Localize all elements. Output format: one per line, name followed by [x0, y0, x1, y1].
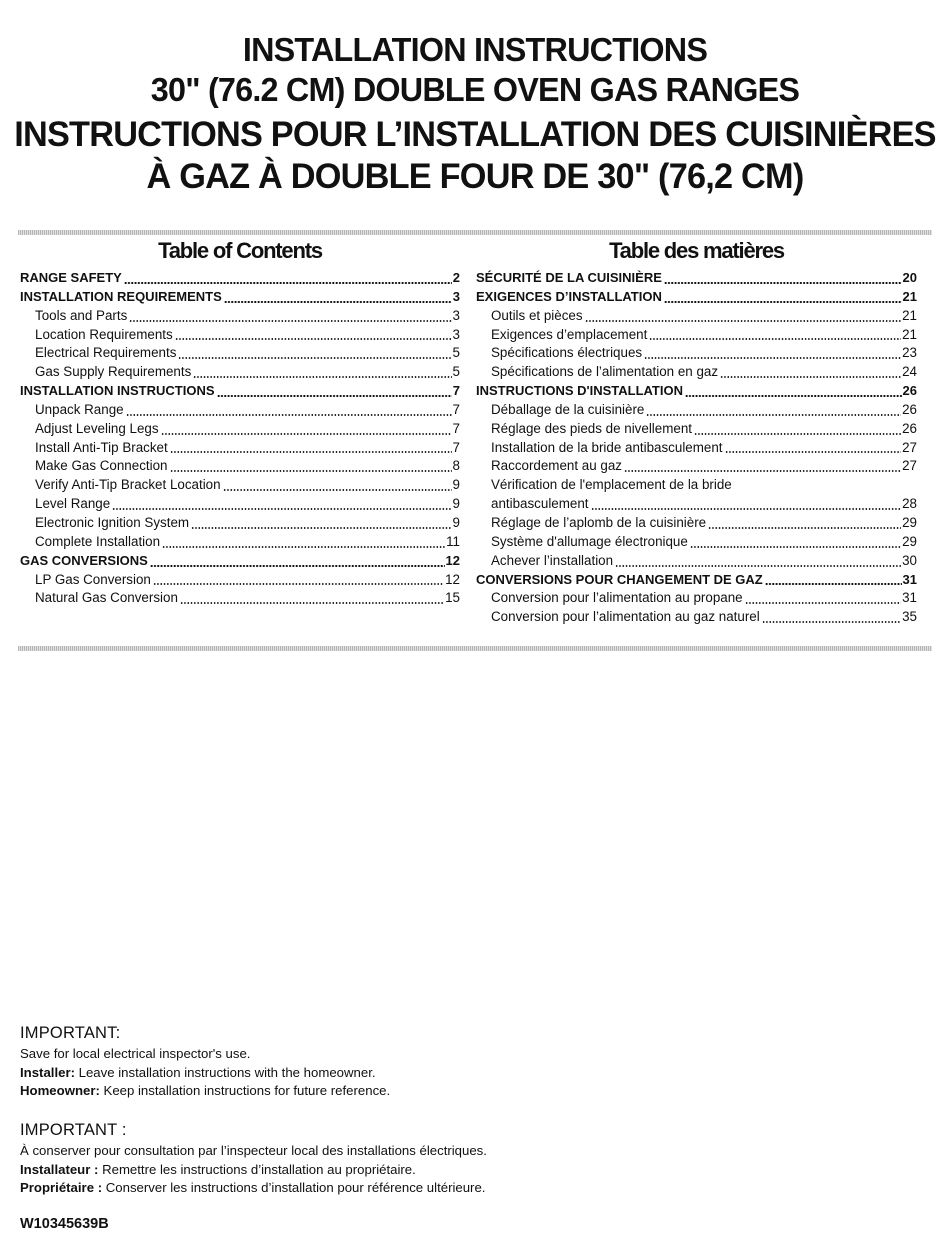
toc-entry-label: Réglage des pieds de nivellement — [491, 420, 692, 436]
toc-entry-page: 26 — [902, 420, 917, 436]
toc-entry-page: 27 — [902, 439, 917, 455]
important-heading-fr: IMPORTANT : — [20, 1121, 127, 1139]
toc-entry-page: 21 — [902, 326, 917, 342]
toc-entry — [20, 382, 460, 401]
toc-entry-page: 23 — [902, 345, 917, 361]
toc-entry-page: 7 — [452, 420, 460, 436]
dot-leader — [217, 395, 452, 397]
toc-entry-label: Spécifications électriques — [491, 345, 643, 361]
dot-leader — [615, 565, 901, 567]
toc-entry — [20, 533, 460, 552]
toc-entry-label: Tools and Parts — [35, 307, 128, 323]
toc-entry-label: Verify Anti-Tip Bracket Location — [35, 477, 221, 493]
toc-entry — [476, 269, 917, 288]
toc-entry-page: 9 — [452, 477, 460, 493]
toc-entry-label: Conversion pour l’alimentation au propane — [491, 590, 743, 606]
homeowner-text: Keep installation instructions for future reference. — [99, 1083, 391, 1098]
toc-heading-fr: Table des matières — [609, 238, 784, 263]
toc-entry — [476, 344, 917, 363]
dot-leader — [162, 546, 445, 548]
dot-leader — [720, 376, 901, 378]
toc-entry — [20, 326, 460, 345]
toc-entry-label: Déballage de la cuisinière — [491, 401, 645, 417]
proprietaire-text: Conserver les instructions d’installation pour référence ultérieure. — [102, 1180, 486, 1195]
toc-entry-page: 11 — [446, 533, 460, 549]
installer-label: Installer: — [20, 1064, 75, 1080]
toc-entry-label: Conversion pour l’alimentation au gaz naturel — [491, 609, 760, 625]
dot-leader — [649, 338, 901, 340]
toc-entry-label: CONVERSIONS POUR CHANGEMENT DE GAZ — [476, 571, 763, 587]
toc-entry-label: LP Gas Conversion — [35, 571, 151, 587]
toc-entry — [20, 288, 460, 307]
toc-entry — [20, 344, 460, 363]
toc-heading-en: Table of Contents — [158, 238, 322, 263]
toc-entry-page: 12 — [445, 552, 460, 568]
dot-leader — [170, 470, 452, 472]
toc-entry-label: Installation de la bride antibasculement — [491, 439, 723, 455]
dot-leader — [765, 583, 902, 585]
dot-leader — [129, 320, 451, 322]
title-fr-line-2: À GAZ À DOUBLE FOUR DE 30" (76,2 CM) — [146, 157, 804, 196]
toc-entry-label: Location Requirements — [35, 326, 173, 342]
toc-entry-page: 20 — [902, 270, 917, 285]
toc-english — [20, 237, 460, 608]
toc-entry-page: 7 — [452, 439, 460, 455]
toc-entry — [20, 476, 460, 495]
homeowner-label: Homeowner: — [20, 1083, 100, 1098]
dot-leader — [694, 433, 901, 435]
dot-leader — [624, 470, 901, 472]
toc-entry — [476, 326, 917, 345]
title-fr-line-1: INSTRUCTIONS POUR L’INSTALLATION DES CUISINIÈRES — [14, 115, 936, 154]
toc-entry — [20, 420, 460, 439]
toc-entry-label: SÉCURITÉ DE LA CUISINIÈRE — [476, 270, 662, 285]
dot-leader — [644, 357, 901, 359]
toc-entry-label: Achever l’installation — [491, 552, 614, 568]
toc-entry-label: Gas Supply Requirements — [35, 364, 192, 380]
toc-entry — [20, 514, 460, 533]
toc-entry-label: Réglage de l’aplomb de la cuisinière — [491, 514, 707, 530]
toc-entry-page: 8 — [452, 458, 460, 474]
bottom-divider — [18, 646, 932, 651]
toc-list-en — [20, 269, 460, 608]
title-french — [0, 114, 950, 198]
dot-leader — [224, 301, 452, 303]
toc-list-fr — [476, 269, 917, 627]
dot-leader — [685, 395, 902, 397]
important-fr-line-2 — [20, 1161, 720, 1180]
dot-leader — [150, 565, 445, 567]
toc-entry — [20, 363, 460, 382]
dot-leader — [178, 357, 451, 359]
toc-entry-page: 3 — [452, 326, 460, 342]
toc-entry-label: EXIGENCES D’INSTALLATION — [476, 288, 662, 304]
important-en-line-1: Save for local electrical inspector's use. — [20, 1046, 251, 1061]
toc-entry-label: RANGE SAFETY — [20, 270, 122, 285]
toc-entry — [476, 457, 917, 476]
toc-entry-page: 24 — [902, 364, 917, 380]
toc-entry — [476, 476, 917, 514]
toc-entry-label: INSTRUCTIONS D'INSTALLATION — [476, 383, 683, 399]
title-en-line-1: INSTALLATION INSTRUCTIONS — [242, 31, 708, 68]
toc-french — [476, 237, 917, 627]
toc-entry-label: Electronic Ignition System — [35, 514, 190, 530]
toc-entry-page: 29 — [902, 533, 917, 549]
dot-leader — [153, 583, 444, 585]
dot-leader — [646, 414, 901, 416]
toc-entry-label: Level Range — [35, 496, 111, 512]
toc-entry — [20, 401, 460, 420]
toc-entry-page: 12 — [445, 571, 460, 587]
important-fr-line-1: À conserver pour consultation par l’inspecteur local des installations électriques. — [20, 1143, 487, 1158]
toc-entry-label: antibasculement — [491, 496, 589, 512]
toc-entry-page: 9 — [452, 514, 460, 530]
toc-entry-label: Electrical Requirements — [35, 345, 177, 361]
dot-leader — [180, 602, 444, 604]
dot-leader — [161, 433, 452, 435]
title-en-line-2: 30" (76.2 CM) DOUBLE OVEN GAS RANGES — [150, 71, 800, 108]
dot-leader — [708, 527, 901, 529]
important-fr-line-3 — [20, 1179, 720, 1198]
toc-entry-label: Outils et pièces — [491, 307, 583, 323]
toc-entry — [476, 552, 917, 571]
dot-leader — [223, 489, 452, 491]
toc-entry — [476, 382, 917, 401]
toc-entry-page: 26 — [902, 383, 917, 399]
toc-entry — [476, 571, 917, 590]
toc-entry-page: 27 — [902, 458, 917, 474]
toc-entry-label: Raccordement au gaz — [491, 458, 623, 474]
toc-entry — [476, 363, 917, 382]
toc-entry-page: 35 — [902, 609, 917, 625]
toc-entry-label: Install Anti-Tip Bracket — [35, 439, 168, 455]
toc-entry-label: INSTALLATION INSTRUCTIONS — [20, 383, 215, 399]
toc-entry — [476, 533, 917, 552]
installateur-label: Installateur : — [20, 1161, 99, 1177]
toc-entry-label: Système d'allumage électronique — [491, 533, 688, 549]
toc-entry — [20, 307, 460, 326]
toc-entry-page: 5 — [452, 364, 460, 380]
dot-leader — [191, 527, 451, 529]
dot-leader — [664, 301, 902, 303]
toc-entry — [476, 514, 917, 533]
toc-entry — [476, 439, 917, 458]
dot-leader — [175, 338, 452, 340]
toc-entry — [20, 457, 460, 476]
toc-entry-label: Make Gas Connection — [35, 458, 168, 474]
toc-entry-page: 2 — [452, 270, 460, 285]
toc-entry — [20, 495, 460, 514]
toc-entry-page: 9 — [452, 496, 460, 512]
dot-leader — [193, 376, 451, 378]
toc-entry — [476, 307, 917, 326]
dot-leader — [725, 451, 902, 453]
toc-entry-page: 3 — [452, 288, 460, 304]
toc-entry-page: 5 — [452, 345, 460, 361]
toc-entry-page: 26 — [902, 401, 917, 417]
toc-entry-label: GAS CONVERSIONS — [20, 552, 148, 568]
toc-entry-label: Unpack Range — [35, 401, 124, 417]
dot-leader — [745, 602, 901, 604]
toc-entry-page: 21 — [902, 307, 917, 323]
dot-leader — [126, 414, 452, 416]
installer-text: Leave installation instructions with the homeowner. — [74, 1064, 376, 1080]
toc-entry-page: 31 — [902, 590, 917, 606]
dot-leader — [690, 546, 901, 548]
dot-leader — [591, 508, 902, 510]
toc-entry — [20, 589, 460, 608]
toc-entry-page: 21 — [902, 288, 917, 304]
toc-entry — [20, 571, 460, 590]
toc-entry-label: INSTALLATION REQUIREMENTS — [20, 288, 222, 304]
toc-entry-label: Exigences d’emplacement — [491, 326, 648, 342]
dot-leader — [112, 508, 451, 510]
toc-entry-page: 15 — [445, 590, 460, 606]
toc-entry — [476, 608, 917, 627]
toc-entry — [476, 589, 917, 608]
toc-entry-label: Complete Installation — [35, 533, 161, 549]
toc-entry-page: 30 — [902, 552, 917, 568]
toc-entry — [20, 439, 460, 458]
toc-entry — [476, 401, 917, 420]
dot-leader — [664, 282, 902, 284]
toc-entry — [20, 269, 460, 288]
title-english — [0, 30, 950, 110]
installateur-text: Remettre les instructions d’installation au propriétaire. — [98, 1161, 416, 1177]
toc-entry-page: 7 — [452, 401, 460, 417]
toc-entry-page: 3 — [452, 307, 460, 323]
toc-entry-page: 29 — [902, 514, 917, 530]
toc-entry-label: Spécifications de l’alimentation en gaz — [491, 364, 719, 380]
toc-entry — [476, 420, 917, 439]
document-title — [0, 30, 950, 198]
top-divider — [18, 230, 932, 235]
toc-entry — [20, 552, 460, 571]
toc-entry-page: 31 — [902, 571, 917, 587]
toc-entry — [476, 288, 917, 307]
toc-entry-page: 28 — [902, 496, 917, 512]
dot-leader — [170, 451, 452, 453]
dot-leader — [762, 621, 901, 623]
toc-entry-label: Adjust Leveling Legs — [35, 420, 159, 436]
important-notice-fr — [20, 1120, 720, 1198]
important-notice-en — [20, 1023, 720, 1101]
important-heading-en: IMPORTANT: — [20, 1024, 121, 1042]
proprietaire-label: Propriétaire : — [20, 1180, 103, 1195]
dot-leader — [585, 320, 902, 322]
toc-entry-page: 7 — [452, 383, 460, 399]
document-code: W10345639B — [20, 1216, 109, 1232]
important-en-line-3 — [20, 1082, 720, 1101]
toc-entry-label: Vérification de l'emplacement de la bride — [491, 477, 732, 493]
dot-leader — [124, 282, 452, 284]
important-en-line-2 — [20, 1064, 720, 1083]
toc-entry-label: Natural Gas Conversion — [35, 590, 178, 606]
